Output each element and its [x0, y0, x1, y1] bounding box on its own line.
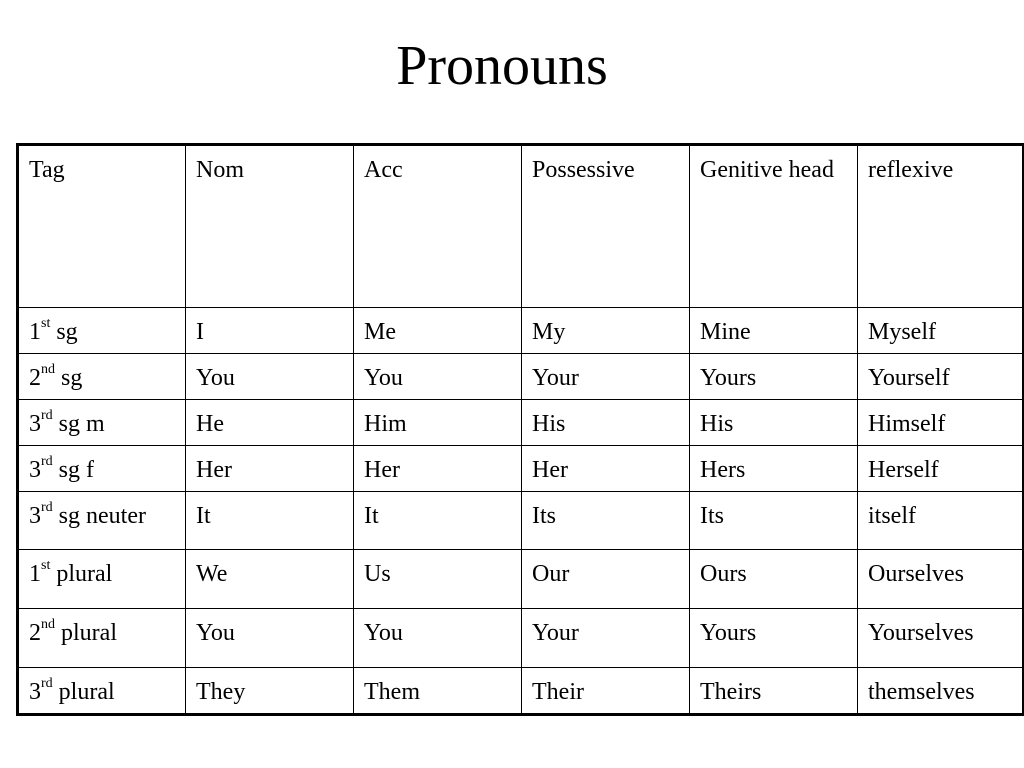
column-header: Tag [18, 145, 186, 308]
tag-label: sg f [52, 457, 95, 483]
column-header: Nom [186, 145, 354, 308]
tag-label: sg [50, 319, 78, 345]
table-cell: You [354, 609, 522, 668]
table-cell: Her [186, 446, 354, 492]
table-row [18, 668, 1024, 715]
tag-ordinal-suffix: nd [41, 362, 55, 377]
table-cell: Its [522, 492, 690, 550]
tag-label: sg [55, 365, 83, 391]
tag-cell [18, 668, 186, 715]
tag-cell [18, 308, 186, 354]
table-row [18, 609, 1024, 668]
table-cell: Yourself [858, 354, 1024, 400]
table-cell: His [690, 400, 858, 446]
tag-number: 3 [29, 503, 41, 529]
table-header-row [18, 145, 1024, 308]
tag-number: 3 [29, 457, 41, 483]
tag-number: 2 [29, 620, 41, 646]
table-row [18, 308, 1024, 354]
table-cell: Its [690, 492, 858, 550]
tag-ordinal-suffix: nd [41, 617, 55, 632]
table-cell: Hers [690, 446, 858, 492]
table-cell: Your [522, 609, 690, 668]
table-cell: Yours [690, 609, 858, 668]
table-row [18, 492, 1024, 550]
table-cell: Their [522, 668, 690, 715]
tag-ordinal-suffix: rd [41, 408, 53, 423]
tag-cell [18, 354, 186, 400]
tag-ordinal-suffix: rd [41, 454, 53, 469]
column-header: reflexive [858, 145, 1024, 308]
table-row [18, 354, 1024, 400]
table-cell: You [186, 354, 354, 400]
tag-label: sg neuter [52, 503, 146, 529]
table-cell: It [354, 492, 522, 550]
table-cell: Mine [690, 308, 858, 354]
tag-label: plural [55, 620, 117, 646]
table-cell: It [186, 492, 354, 550]
table-row [18, 550, 1024, 609]
tag-ordinal-suffix: rd [41, 500, 53, 515]
tag-ordinal-suffix: st [41, 558, 51, 573]
table-cell: I [186, 308, 354, 354]
column-header: Possessive [522, 145, 690, 308]
tag-cell [18, 446, 186, 492]
table-cell: Us [354, 550, 522, 609]
table-cell: My [522, 308, 690, 354]
table-cell: They [186, 668, 354, 715]
table-cell: You [354, 354, 522, 400]
table-row [18, 400, 1024, 446]
tag-label: plural [52, 679, 115, 705]
tag-number: 3 [29, 411, 41, 437]
table-cell: itself [858, 492, 1024, 550]
column-header: Genitive head [690, 145, 858, 308]
tag-cell [18, 492, 186, 550]
table-cell: Himself [858, 400, 1024, 446]
table-cell: Ours [690, 550, 858, 609]
tag-number: 1 [29, 319, 41, 345]
tag-cell [18, 609, 186, 668]
table-cell: Yours [690, 354, 858, 400]
tag-cell [18, 400, 186, 446]
table-cell: He [186, 400, 354, 446]
table-cell: Theirs [690, 668, 858, 715]
table-row [18, 446, 1024, 492]
table-cell: Him [354, 400, 522, 446]
tag-number: 2 [29, 365, 41, 391]
table-cell: His [522, 400, 690, 446]
table-cell: Herself [858, 446, 1024, 492]
table-cell: themselves [858, 668, 1024, 715]
tag-label: plural [50, 561, 113, 587]
table-cell: Your [522, 354, 690, 400]
table-cell: Ourselves [858, 550, 1024, 609]
tag-label: sg m [52, 411, 105, 437]
tag-ordinal-suffix: st [41, 316, 51, 331]
page-title: Pronouns [396, 35, 608, 97]
table-cell: Me [354, 308, 522, 354]
tag-ordinal-suffix: rd [41, 676, 53, 691]
pronoun-table [16, 143, 1024, 716]
table-cell: Her [354, 446, 522, 492]
table-cell: Them [354, 668, 522, 715]
table-cell: Her [522, 446, 690, 492]
table-cell: Our [522, 550, 690, 609]
table-cell: Myself [858, 308, 1024, 354]
column-header: Acc [354, 145, 522, 308]
table-cell: You [186, 609, 354, 668]
tag-cell [18, 550, 186, 609]
table-cell: We [186, 550, 354, 609]
tag-number: 1 [29, 561, 41, 587]
tag-number: 3 [29, 679, 41, 705]
table-cell: Yourselves [858, 609, 1024, 668]
